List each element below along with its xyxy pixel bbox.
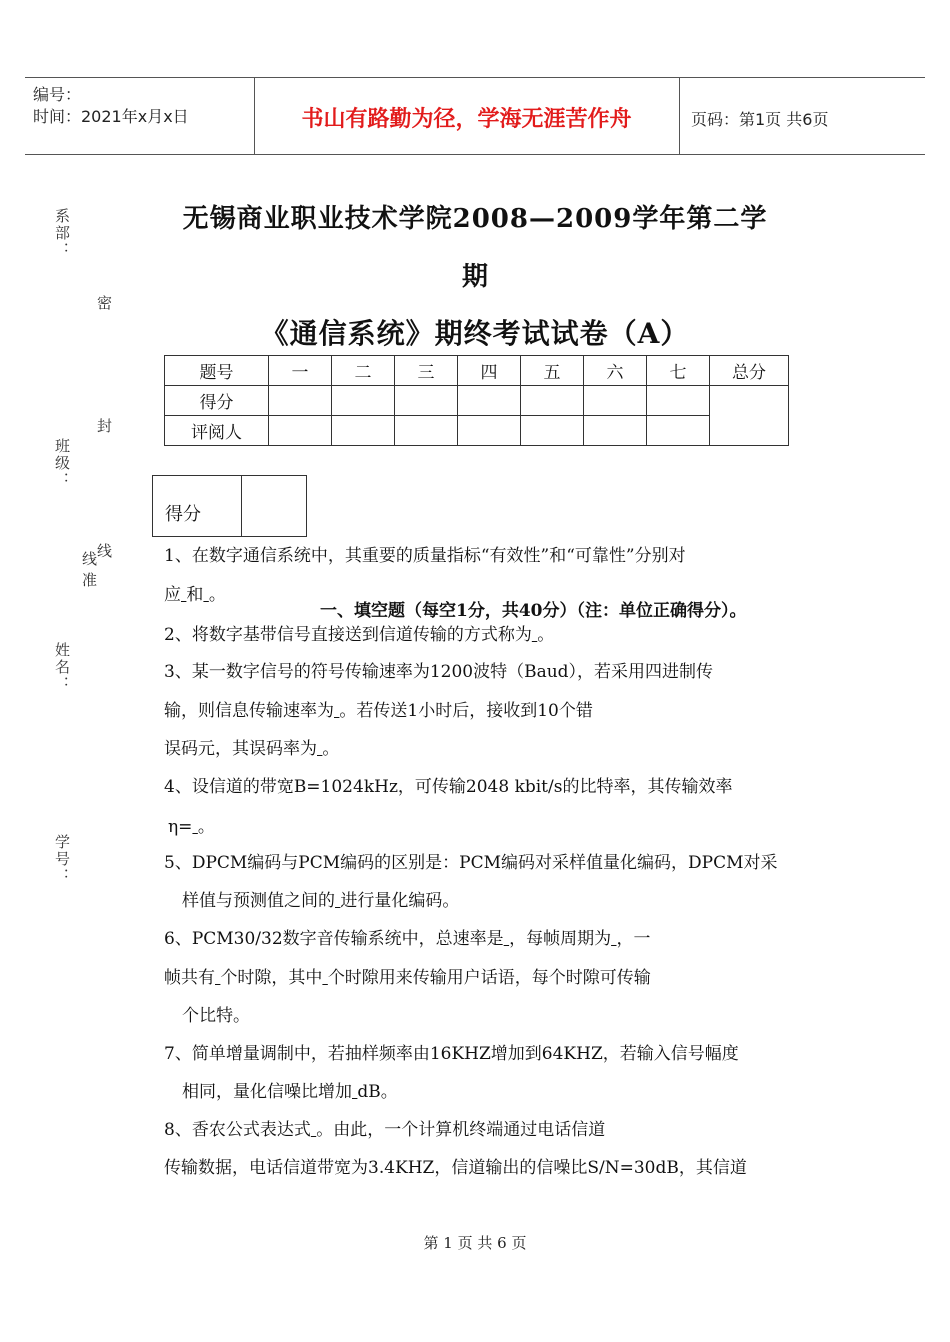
time-label: 时间：2021年x月x日 (33, 107, 189, 126)
binding-student-id-label: 学号： (53, 834, 71, 885)
header-cell: 五 (521, 356, 584, 386)
header-cell: 六 (584, 356, 647, 386)
reviewer-cell (395, 416, 458, 446)
section-score-label: 得分 (153, 476, 242, 537)
reviewer-cell (521, 416, 584, 446)
question-3-line1: 3、某一数字信号的符号传输速率为1200波特（Baud），若采用四进制传 (164, 662, 714, 682)
header-cell: 七 (647, 356, 710, 386)
exam-title-line2: 期 (461, 262, 488, 292)
row-label: 得分 (165, 386, 269, 416)
question-5-line2: 样值与预测值之间的 进行量化编码。 (182, 891, 460, 911)
binding-dept-label: 系部： (53, 208, 71, 259)
question-7-line2: 相同，量化信噪比增加 dB。 (182, 1082, 398, 1102)
reviewer-row (165, 416, 789, 446)
score-table (164, 355, 789, 446)
question-3-line3: 误码元，其误码率为 。 (164, 739, 340, 759)
score-table-header-row (165, 356, 789, 386)
header-cell: 一 (269, 356, 332, 386)
score-cell (647, 386, 710, 416)
reviewer-cell (584, 416, 647, 446)
page-footer: 第 1 页 共 6 页 (423, 1234, 527, 1252)
score-cell (521, 386, 584, 416)
question-6-line3: 个比特。 (182, 1006, 250, 1026)
question-8-line1: 8、香农公式表达式 。由此，一个计算机终端通过电话信道 (164, 1120, 606, 1140)
header-divider-right (679, 77, 680, 155)
header-top-rule (25, 77, 925, 78)
question-4-line1: 4、设信道的带宽B=1024kHz，可传输2048 kbit/s的比特率，其传输效率 (164, 777, 733, 797)
question-4-line2: η= 。 (168, 817, 215, 837)
binding-mi: 密 (97, 294, 113, 312)
score-cell (332, 386, 395, 416)
score-cell (458, 386, 521, 416)
section-score-box (152, 475, 307, 537)
header-cell: 三 (395, 356, 458, 386)
motto: 书山有路勤为径，学海无涯苦作舟 (301, 107, 632, 132)
row-label: 评阅人 (165, 416, 269, 446)
question-3-line2: 输，则信息传输速率为 。若传送1小时后，接收到10个错 (164, 701, 593, 721)
question-6-line1: 6、PCM30/32数字音传输系统中，总速率是 ，每帧周期为 ，一 (164, 929, 651, 949)
reviewer-cell (458, 416, 521, 446)
exam-title-course: 《通信系统》期终考试试卷（A） (260, 317, 690, 350)
question-1-line2: 应 和 。 (164, 585, 226, 605)
question-7-line1: 7、简单增量调制中，若抽样频率由16KHZ增加到64KHZ，若输入信号幅度 (164, 1044, 739, 1064)
header-cell: 题号 (165, 356, 269, 386)
binding-zhun: 准 (82, 571, 98, 589)
header-page-info: 页码：第1页 共6页 (691, 110, 829, 129)
score-row (165, 386, 789, 416)
question-5-line1: 5、DPCM编码与PCM编码的区别是：PCM编码对采样值量化编码，DPCM对采 (164, 853, 778, 873)
header-cell: 二 (332, 356, 395, 386)
binding-feng: 封 (97, 417, 113, 435)
reviewer-cell (269, 416, 332, 446)
total-cell (710, 386, 789, 446)
exam-title-line1: 无锡商业职业技术学院2008—2009学年第二学 (182, 204, 768, 234)
score-cell (395, 386, 458, 416)
section-heading: 一、填空题（每空1分，共40分）（注：单位正确得分）。 (320, 601, 747, 621)
binding-xian: 线 (97, 542, 113, 560)
question-8-line2: 传输数据，电话信道带宽为3.4KHZ，信道输出的信噪比S/N=30dB，其信道 (164, 1158, 747, 1178)
header-bottom-rule (25, 154, 925, 155)
reviewer-cell (332, 416, 395, 446)
question-2: 2、将数字基带信号直接送到信道传输的方式称为 。 (164, 625, 555, 645)
score-cell (584, 386, 647, 416)
section-score-cell (242, 476, 307, 537)
header-cell: 总分 (710, 356, 789, 386)
binding-name-label: 姓名： (53, 642, 71, 693)
binding-xian-2: 线 (82, 550, 98, 568)
binding-class-label: 班级： (53, 438, 71, 489)
question-6-line2: 帧共有 个时隙，其中 个时隙用来传输用户话语，每个时隙可传输 (164, 968, 651, 988)
question-1-line1: 1、在数字通信系统中，其重要的质量指标“有效性”和“可靠性”分别对 (164, 546, 686, 566)
serial-label: 编号： (33, 85, 82, 104)
header-cell: 四 (458, 356, 521, 386)
score-cell (269, 386, 332, 416)
reviewer-cell (647, 416, 710, 446)
